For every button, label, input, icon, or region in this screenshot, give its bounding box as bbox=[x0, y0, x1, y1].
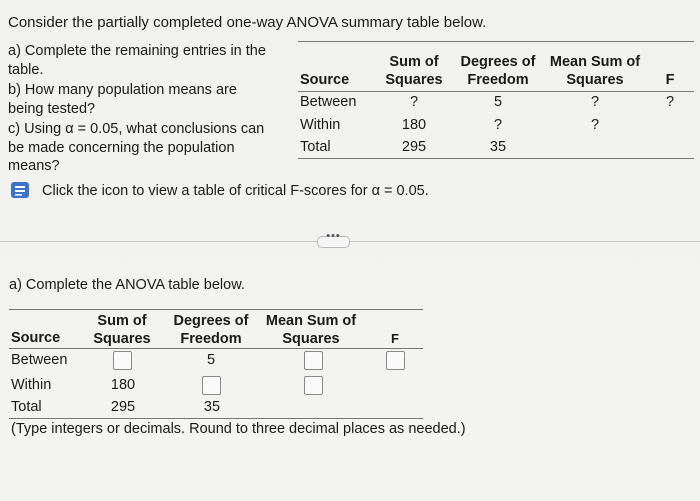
summary-header-ss: Sum of Squares bbox=[385, 54, 443, 88]
question-b bbox=[8, 81, 237, 118]
anova-header-df: Degrees of Freedom bbox=[173, 313, 249, 347]
summary-row-between-f: ? bbox=[665, 94, 675, 110]
question-b-line2: being tested? bbox=[8, 100, 96, 117]
summary-row-within-df: ? bbox=[493, 117, 503, 133]
question-a-line2: table. bbox=[8, 61, 44, 78]
rounding-note: (Type integers or decimals. Round to three decimal places as needed.) bbox=[11, 421, 466, 437]
within-df-input[interactable] bbox=[202, 376, 221, 395]
summary-row-within-ms: ? bbox=[590, 117, 600, 133]
summary-row-between-df: 5 bbox=[493, 94, 503, 110]
summary-row-between-ms: ? bbox=[590, 94, 600, 110]
within-ms-input[interactable] bbox=[304, 376, 323, 395]
anova-table-top-rule bbox=[9, 309, 423, 310]
summary-header-f: F bbox=[665, 72, 675, 88]
anova-row-within-source: Within bbox=[11, 377, 52, 393]
anova-table-bottom-rule bbox=[9, 418, 423, 419]
table-icon[interactable] bbox=[10, 181, 30, 203]
summary-header-source: Source bbox=[300, 72, 350, 88]
anova-row-within-ss: 180 bbox=[110, 377, 136, 393]
anova-header-rule bbox=[9, 348, 423, 349]
summary-table-top-rule bbox=[298, 41, 694, 42]
question-c-line2: be made concerning the population bbox=[8, 139, 235, 156]
between-ss-input[interactable] bbox=[113, 351, 132, 370]
anova-row-between-df: 5 bbox=[206, 352, 216, 368]
section-divider bbox=[0, 241, 700, 242]
summary-row-between-ss: ? bbox=[409, 94, 419, 110]
summary-row-between-source: Between bbox=[300, 94, 357, 110]
anova-row-total-ss: 295 bbox=[110, 399, 136, 415]
question-c bbox=[8, 120, 264, 176]
expand-more-button[interactable]: ••• bbox=[317, 236, 350, 248]
anova-header-ss: Sum of Squares bbox=[93, 313, 151, 347]
question-c-line1: c) Using α = 0.05, what conclusions can bbox=[8, 121, 265, 137]
anova-header-ms: Mean Sum of Squares bbox=[265, 313, 357, 347]
between-f-input[interactable] bbox=[386, 351, 405, 370]
summary-row-within-source: Within bbox=[300, 117, 341, 133]
intro-text: Consider the partially completed one-way ANOVA summary table below. bbox=[8, 14, 487, 31]
question-c-line3: means? bbox=[8, 158, 60, 174]
anova-header-source: Source bbox=[11, 330, 61, 346]
question-a-line1: a) Complete the remaining entries in the bbox=[8, 43, 266, 59]
summary-row-total-source: Total bbox=[300, 139, 331, 155]
question-b-line1: b) How many population means are bbox=[8, 82, 237, 98]
between-ms-input[interactable] bbox=[304, 351, 323, 370]
anova-header-f: F bbox=[391, 331, 399, 346]
anova-row-between-source: Between bbox=[11, 352, 68, 368]
question-a bbox=[8, 42, 266, 79]
summary-header-df: Degrees of Freedom bbox=[460, 54, 536, 88]
summary-row-within-ss: 180 bbox=[401, 117, 427, 133]
summary-row-total-ss: 295 bbox=[401, 139, 427, 155]
anova-row-total-source: Total bbox=[11, 399, 42, 415]
summary-header-rule bbox=[298, 91, 694, 92]
summary-table-bottom-rule bbox=[298, 158, 694, 159]
summary-header-ms: Mean Sum of Squares bbox=[549, 54, 641, 88]
summary-row-total-df: 35 bbox=[489, 139, 507, 155]
anova-row-total-df: 35 bbox=[203, 399, 221, 415]
hint-text: Click the icon to view a table of critical F-scores for α = 0.05. bbox=[42, 183, 429, 199]
part-a-title: a) Complete the ANOVA table below. bbox=[9, 277, 245, 293]
